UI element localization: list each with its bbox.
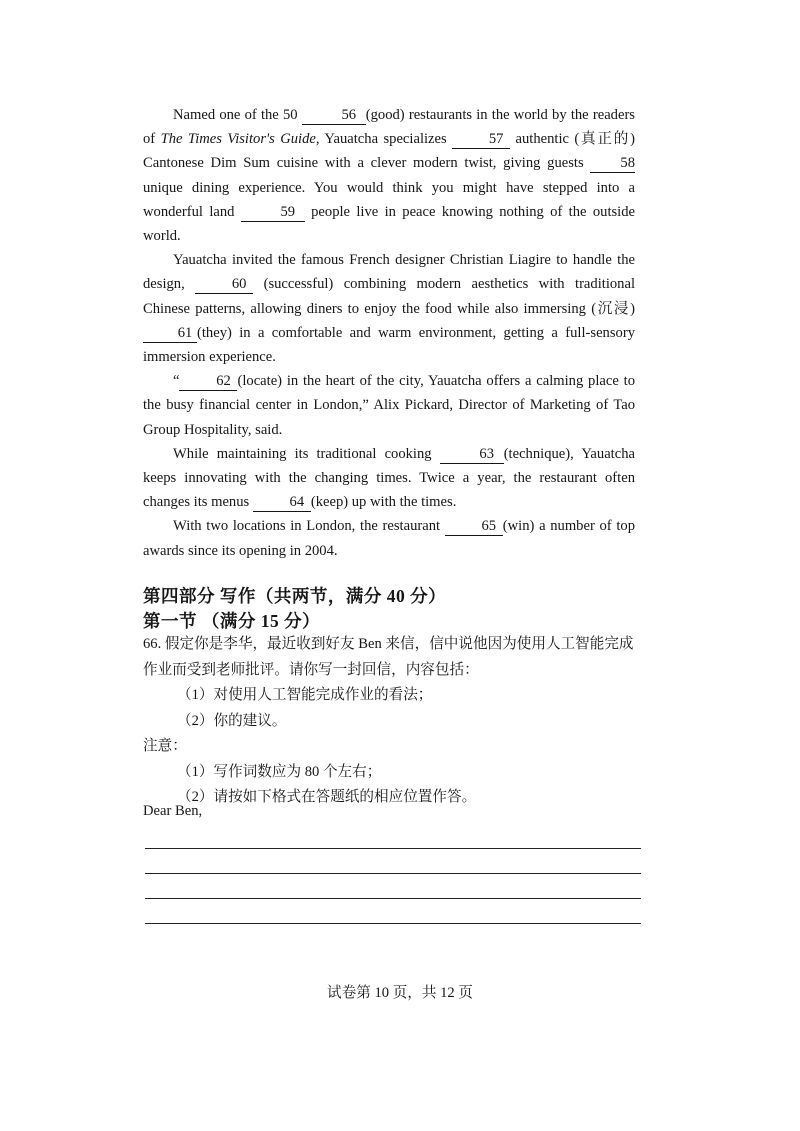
answer-line: [145, 848, 641, 849]
section-one-title: 第一节 （满分 15 分）: [143, 611, 321, 631]
letter-salutation: Dear Ben,: [143, 803, 203, 819]
blank-57: 57: [452, 131, 510, 149]
task-prompt: 66. 假定你是李华，最近收到好友 Ben 来信，信中说他因为使用人工智能完成作业而受到老师批评。请你写一封回信，内容包括：: [143, 636, 634, 678]
writing-task: [143, 632, 643, 811]
blank-62: 62: [179, 373, 237, 391]
paragraph-1: Named one of the 50 56 (good) restaurants in the world by the readers of The Times Visitor's Guide, Yauatcha specializes 57 authentic (真正的) Cantonese Dim Sum cuisine with a clever modern twist, giving guests 58 unique dining experience. You would think you might have stepped into a wonderful land 59 people live in peace knowing nothing of the outside world.: [143, 107, 636, 245]
blank-63: 63: [440, 446, 504, 464]
blank-56: 56: [302, 107, 366, 125]
answer-line: [145, 873, 641, 874]
note-2: （2）请按如下格式在答题纸的相应位置作答。: [177, 789, 477, 805]
task-point-2: （2）你的建议。: [177, 712, 287, 729]
blank-65: 65: [445, 518, 503, 536]
notes-label: 注意：: [143, 738, 187, 754]
part-four-title: 第四部分 写作（共两节，满分 40 分）: [143, 586, 447, 606]
book-title: The Times Visitor's Guide: [160, 131, 316, 148]
grammar-fill-passage: [143, 103, 635, 563]
page-footer: 试卷第 10 页，共 12 页: [327, 985, 473, 1001]
answer-line: [145, 923, 641, 924]
blank-58: 58: [590, 155, 635, 173]
blank-64: 64: [253, 494, 311, 512]
note-1: （1）写作词数应为 80 个左右；: [177, 763, 382, 780]
paragraph-5: With two locations in London, the restaurant 65 (win) a number of top awards since its opening in 2004.: [143, 518, 635, 559]
answer-line: [145, 898, 641, 899]
blank-61: 61: [143, 325, 197, 343]
blank-59: 59: [241, 204, 305, 222]
blank-60: 60: [195, 276, 253, 294]
task-point-1: （1）对使用人工智能完成作业的看法；: [177, 687, 433, 703]
paragraph-3: “ 62 (locate) in the heart of the city, Yauatcha offers a calming place to the busy financial center in London,” Alix Pickard, Director of Marketing of Tao Group Hospitality, said.: [143, 373, 635, 438]
paragraph-4: While maintaining its traditional cooking 63 (technique), Yauatcha keeps innovating with the changing times. Twice a year, the restaurant often changes its menus 64 (keep) up with the times.: [143, 445, 635, 511]
paragraph-2: Yauatcha invited the famous French designer Christian Liagire to handle the design, 60 (successful) combining modern aesthetics with traditional Chinese patterns, allowing diners to enjoy the food while also immersing (沉浸) 61 (they) in a comfortable and warm environment, getting a full-sensory immersion experience.: [143, 252, 635, 366]
